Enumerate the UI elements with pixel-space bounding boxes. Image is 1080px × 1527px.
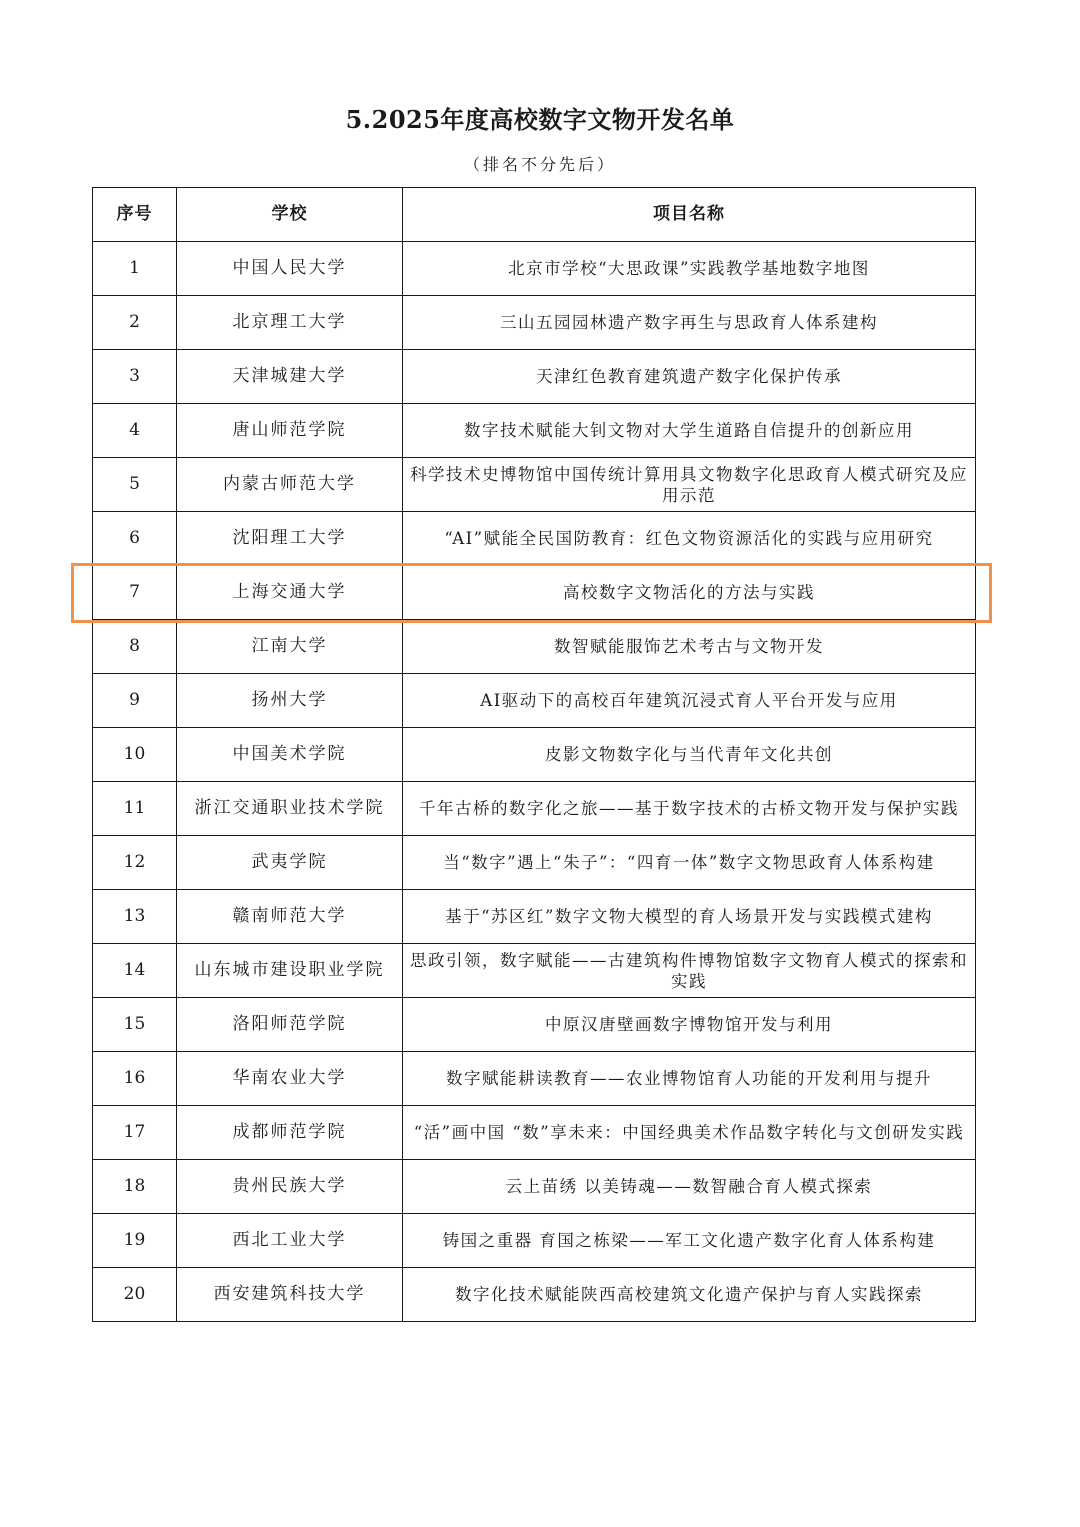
cell-school: 天津城建大学: [177, 350, 403, 404]
table-row: [93, 1106, 976, 1160]
table-row: [93, 1214, 976, 1268]
cell-school: 成都师范学院: [177, 1106, 403, 1160]
table-row: [93, 1268, 976, 1322]
cell-school: 山东城市建设职业学院: [177, 944, 403, 998]
cell-project: 基于“苏区红”数字文物大模型的育人场景开发与实践模式建构: [403, 890, 976, 944]
cell-no: 11: [93, 782, 177, 836]
document-subtitle: （排名不分先后）: [463, 155, 616, 174]
cell-project: 数字技术赋能大钊文物对大学生道路自信提升的创新应用: [403, 404, 976, 458]
cell-project: 高校数字文物活化的方法与实践: [403, 566, 976, 620]
cell-school: 浙江交通职业技术学院: [177, 782, 403, 836]
table-row: [93, 1052, 976, 1106]
cell-school: 赣南师范大学: [177, 890, 403, 944]
cell-no: 3: [93, 350, 177, 404]
cell-school: 贵州民族大学: [177, 1160, 403, 1214]
cell-school: 西北工业大学: [177, 1214, 403, 1268]
cell-project: 三山五园园林遗产数字再生与思政育人体系建构: [403, 296, 976, 350]
cell-project: 北京市学校“大思政课”实践教学基地数字地图: [403, 242, 976, 296]
cell-no: 4: [93, 404, 177, 458]
cell-school: 内蒙古师范大学: [177, 458, 403, 512]
cell-no: 14: [93, 944, 177, 998]
cell-school: 江南大学: [177, 620, 403, 674]
cell-no: 6: [93, 512, 177, 566]
table-row: [93, 1160, 976, 1214]
cell-no: 10: [93, 728, 177, 782]
cell-project: 数字化技术赋能陕西高校建筑文化遗产保护与育人实践探索: [403, 1268, 976, 1322]
table-row: [93, 890, 976, 944]
table-row: [93, 782, 976, 836]
cell-school: 武夷学院: [177, 836, 403, 890]
table-row: [93, 296, 976, 350]
cell-project: “活”画中国 “数”享未来：中国经典美术作品数字转化与文创研发实践: [403, 1106, 976, 1160]
cell-school: 中国人民大学: [177, 242, 403, 296]
cell-no: 18: [93, 1160, 177, 1214]
document-title: 5.2025年度高校数字文物开发名单: [345, 105, 735, 134]
table-row: [93, 728, 976, 782]
table-row: [93, 350, 976, 404]
table-row: [93, 620, 976, 674]
header-project: 项目名称: [403, 188, 976, 242]
cell-no: 13: [93, 890, 177, 944]
project-list-table: [92, 187, 976, 1322]
table-row: [93, 404, 976, 458]
table-body: [93, 242, 976, 1322]
table-row: [93, 512, 976, 566]
table-row: [93, 998, 976, 1052]
cell-school: 上海交通大学: [177, 566, 403, 620]
cell-school: 北京理工大学: [177, 296, 403, 350]
table-row: [93, 458, 976, 512]
table-row: [93, 836, 976, 890]
cell-no: 15: [93, 998, 177, 1052]
cell-no: 20: [93, 1268, 177, 1322]
table-row: [93, 944, 976, 998]
cell-project: 科学技术史博物馆中国传统计算用具文物数字化思政育人模式研究及应用示范: [403, 458, 976, 512]
cell-no: 19: [93, 1214, 177, 1268]
cell-project: 当“数字”遇上“朱子”：“四育一体”数字文物思政育人体系构建: [403, 836, 976, 890]
cell-no: 7: [93, 566, 177, 620]
cell-project: 皮影文物数字化与当代青年文化共创: [403, 728, 976, 782]
cell-project: AI驱动下的高校百年建筑沉浸式育人平台开发与应用: [403, 674, 976, 728]
cell-no: 12: [93, 836, 177, 890]
cell-no: 8: [93, 620, 177, 674]
cell-project: 数字赋能耕读教育——农业博物馆育人功能的开发利用与提升: [403, 1052, 976, 1106]
cell-project: 数智赋能服饰艺术考古与文物开发: [403, 620, 976, 674]
cell-school: 西安建筑科技大学: [177, 1268, 403, 1322]
cell-project: “AI”赋能全民国防教育：红色文物资源活化的实践与应用研究: [403, 512, 976, 566]
cell-project: 千年古桥的数字化之旅——基于数字技术的古桥文物开发与保护实践: [403, 782, 976, 836]
cell-project: 思政引领，数字赋能——古建筑构件博物馆数字文物育人模式的探索和实践: [403, 944, 976, 998]
cell-no: 5: [93, 458, 177, 512]
cell-school: 华南农业大学: [177, 1052, 403, 1106]
table-row: [93, 674, 976, 728]
header-no: 序号: [93, 188, 177, 242]
table-row: [93, 242, 976, 296]
cell-school: 扬州大学: [177, 674, 403, 728]
cell-no: 1: [93, 242, 177, 296]
cell-project: 天津红色教育建筑遗产数字化保护传承: [403, 350, 976, 404]
cell-school: 中国美术学院: [177, 728, 403, 782]
cell-school: 沈阳理工大学: [177, 512, 403, 566]
table-header-row: [93, 188, 976, 242]
cell-school: 唐山师范学院: [177, 404, 403, 458]
cell-no: 2: [93, 296, 177, 350]
cell-project: 铸国之重器 育国之栋梁——军工文化遗产数字化育人体系构建: [403, 1214, 976, 1268]
cell-project: 中原汉唐壁画数字博物馆开发与利用: [403, 998, 976, 1052]
cell-no: 16: [93, 1052, 177, 1106]
table-row: [93, 566, 976, 620]
cell-project: 云上苗绣 以美铸魂——数智融合育人模式探索: [403, 1160, 976, 1214]
cell-no: 9: [93, 674, 177, 728]
header-school: 学校: [177, 188, 403, 242]
cell-school: 洛阳师范学院: [177, 998, 403, 1052]
cell-no: 17: [93, 1106, 177, 1160]
